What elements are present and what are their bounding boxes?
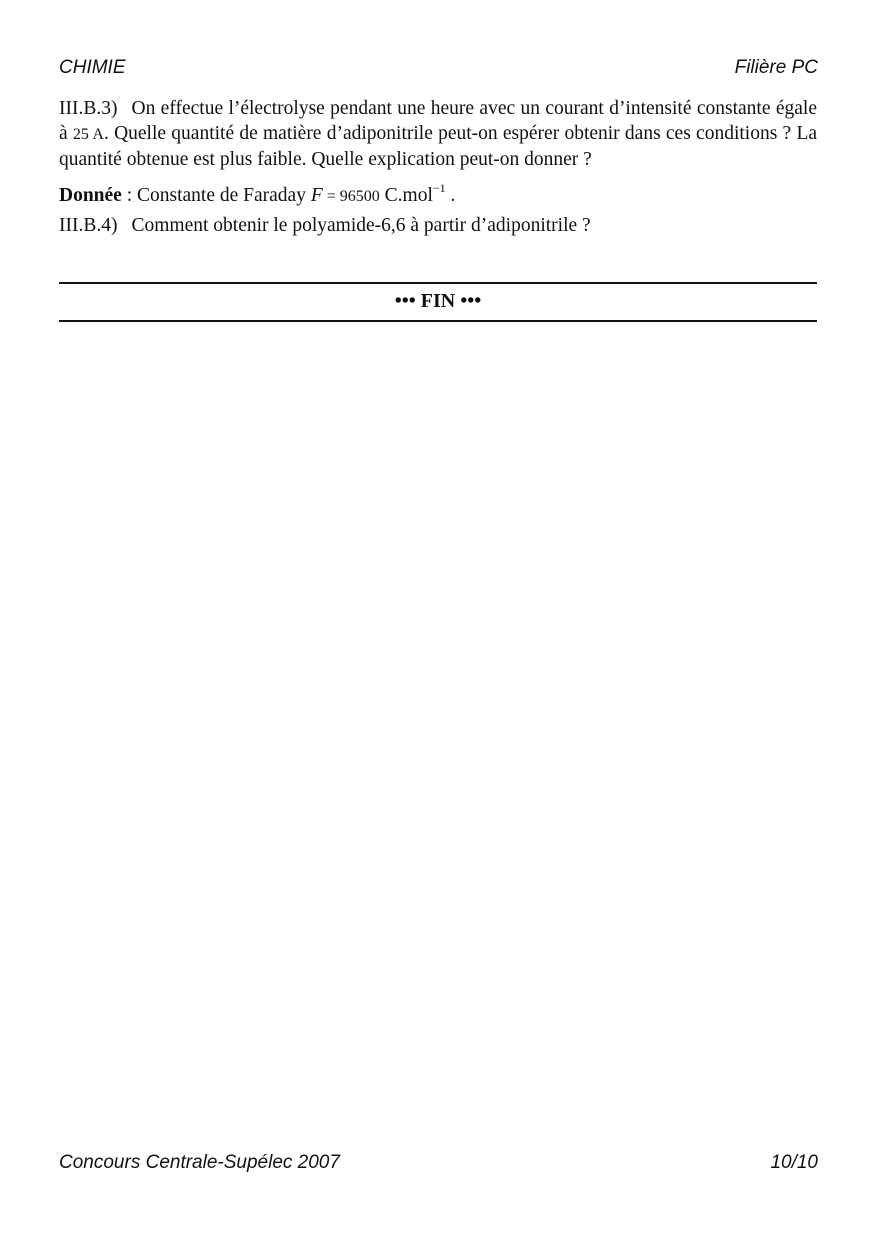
given-data-text: : Constante de Faraday (121, 185, 311, 206)
given-data-end: . (445, 185, 456, 206)
header-subject: CHIMIE (59, 57, 126, 78)
faraday-unit-exponent: −1 (432, 181, 446, 195)
question-text-part-1: On effectue l’électrolyse pendant une heure avec un courant d’intensité constante égale à (59, 98, 817, 144)
current-value: 25 A (72, 126, 104, 143)
question-iii-b-3 (59, 96, 817, 172)
faraday-symbol: F (310, 185, 323, 206)
faraday-unit: C.mol (379, 185, 433, 206)
question-number: III.B.4) (59, 215, 118, 236)
divider-top (59, 282, 817, 284)
end-marker: ••• FIN ••• (394, 290, 482, 312)
page-content (59, 96, 817, 238)
question-text: Comment obtenir le polyamide-6,6 à partir d’adiponitrile ? (131, 215, 591, 236)
faraday-value: 96500 (339, 188, 380, 205)
divider-bottom (59, 320, 817, 322)
footer-page-number: 10/10 (770, 1152, 818, 1173)
question-iii-b-4 (59, 213, 817, 238)
given-data-label: Donnée (59, 185, 122, 206)
footer-exam-name: Concours Centrale-Supélec 2007 (59, 1152, 340, 1173)
header-track: Filière PC (734, 57, 818, 78)
question-number: III.B.3) (59, 98, 118, 119)
equals-sign: = (322, 188, 340, 205)
given-data (59, 176, 817, 209)
question-text-part-2: . Quelle quantité de matière d’adiponitrile peut-on espérer obtenir dans ces conditions ? La quantité obtenue est plus faible. Quelle explication peut-on donner ? (59, 123, 818, 170)
